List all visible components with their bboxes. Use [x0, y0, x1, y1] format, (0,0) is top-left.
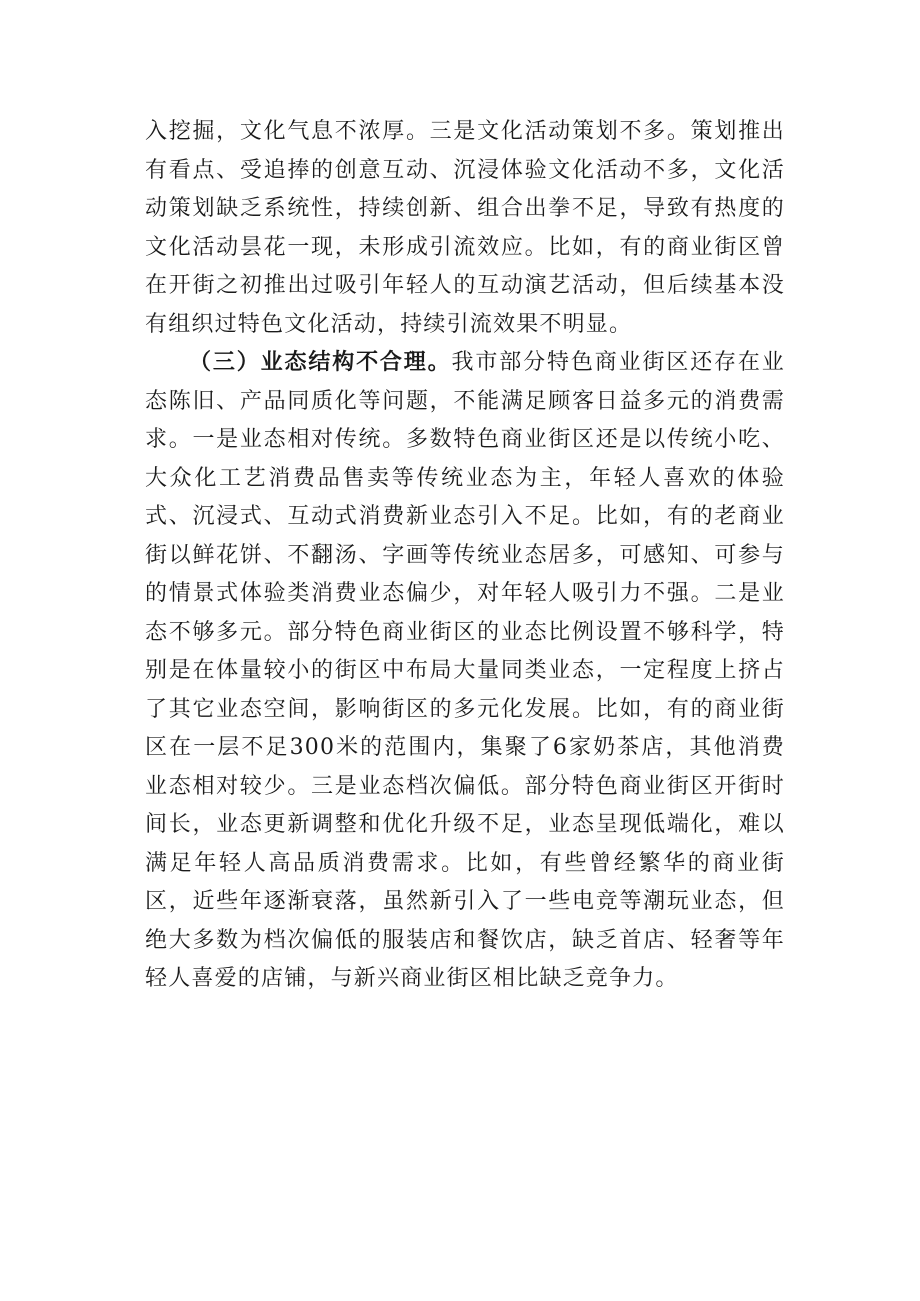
section-3-heading: （三）业态结构不合理。 [189, 350, 452, 375]
section-3-paragraph [145, 344, 785, 999]
document-body [145, 113, 785, 999]
paragraph-continuation: 入挖掘，文化气息不浓厚。三是文化活动策划不多。策划推出有看点、受追捧的创意互动、沉浸体验文化活动不多，文化活动策划缺乏系统性，持续创新、组合出拳不足，导致有热度的文化活动昙花一现，未形成引流效应。比如，有的商业街区曾在开街之初推出过吸引年轻人的互动演艺活动，但后续基本没有组织过特色文化活动，持续引流效果不明显。 [145, 119, 785, 337]
section-3-body: 我市部分特色商业街区还存在业态陈旧、产品同质化等问题，不能满足顾客日益多元的消费需求。一是业态相对传统。多数特色商业街区还是以传统小吃、大众化工艺消费品售卖等传统业态为主，年轻人喜欢的体验式、沉浸式、互动式消费新业态引入不足。比如，有的老商业街以鲜花饼、不翻汤、字画等传统业态居多，可感知、可参与的情景式体验类消费业态偏少，对年轻人吸引力不强。二是业态不够多元。部分特色商业街区的业态比例设置不够科学，特别是在体量较小的街区中布局大量同类业态，一定程度上挤占了其它业态空间，影响街区的多元化发展。比如，有的商业街区在一层不足300米的范围内，集聚了6家奶茶店，其他消费业态相对较少。三是业态档次偏低。部分特色商业街区开街时间长，业态更新调整和优化升级不足，业态呈现低端化，难以满足年轻人高品质消费需求。比如，有些曾经繁华的商业街区，近些年逐渐衰落，虽然新引入了一些电竞等潮玩业态，但绝大多数为档次偏低的服装店和餐饮店，缺乏首店、轻奢等年轻人喜爱的店铺，与新兴商业街区相比缺乏竞争力。 [145, 350, 785, 991]
